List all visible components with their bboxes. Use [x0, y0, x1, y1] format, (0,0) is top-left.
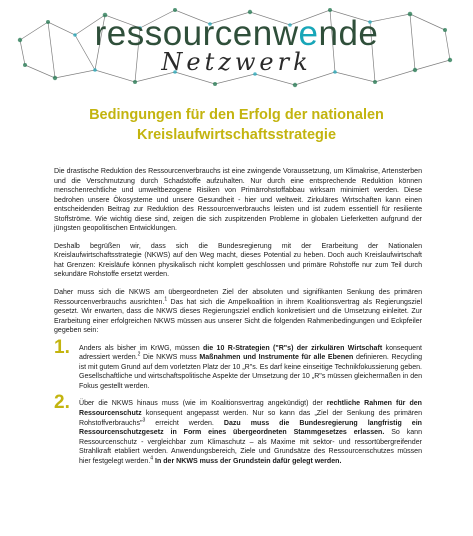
list-number: 1. [54, 336, 70, 358]
header-logo [0, 0, 473, 92]
document-title [40, 105, 433, 145]
logo-wordmark: ressourcenwende [94, 14, 379, 53]
footnote-ref: 1 [164, 296, 168, 303]
list-number: 2. [54, 392, 70, 414]
list-item-2: 2. Über die NKWS hinaus muss (wie im Koalitionsvertrag angekündigt) der rechtliche Rahmen für den Ressourcenschutz konsequent angepasst werden. Nur so kann das „Ziel der Senkung des primären Rohstoffverbrauchs"$^3$ erreicht werden. Dazu muss die Bundesregierung langfristig ein Ressourcenschutzgesetz in Form eines übergeordneten Stammgesetzes erlassen. So kann Ressourcenschutz - vergleichbar zum Klimaschutz – als Maxime mit sektor- und ressortübergreifender Strahlkraft etabliert werden. Anwendungsbereich, Ziele und Grundsätze des Ressourcenschutzes müssen hier festgelegt werden.$^4$ In der NKWS muss der Grundstein dafür gelegt werden. [54, 392, 422, 465]
title-line-2: Kreislaufwirtschaftsstrategie [136, 127, 337, 143]
paragraph-3: Daher muss sich die NKWS am übergeordneten Ziel der absoluten und signifikanten Senkung des primären Ressourcenverbrauchs ausrichten.$^1$ Das hat sich die Ampelkoalition in ihrem Koalitionsvertrag als Regierungsziel gesetzt. Wir erwarten, dass die NKWS dieses Regierungsziel endlich konkretisiert und die Umsetzung einleitet. Zur Erarbeitung einer erfolgreichen NKWS müssen aus unserer Sicht die folgenden Rahmenbedingungen und Eckpfeiler gegeben sein: [54, 289, 423, 335]
paragraph-2: Deshalb begrüßen wir, dass sich die Bundesregierung mit der Erarbeitung der Nationalen Kreislaufwirtschaftsstrategie (NKWS) auf den Weg macht, dieses Potential zu heben. Doch auch Kreislaufwirtschaft hat Grenzen: Kreisläufe können physikalisch nicht komplett geschlossen und primäre Rohstoffe nur zum Teil durch sekundäre Rohstoffe ersetzt werden. [54, 242, 422, 279]
document-body [54, 167, 422, 474]
list-item-1: 1. Anders als bisher im KrWG, müssen die 10 R-Strategien ("R"s) der zirkulären Wirtschaft konsequent adressiert werden.$^2$ Die NKWS muss Maßnahmen und Instrumente für alle Ebenen definieren. Recycling ist mit gutem Grund auf dem vorletzten Platz der 10 „R"s. Es darf keine einseitige Technikfokussierung geben. Gesellschaftliche und wirtschaftspolitische Aspekte der Umsetzung der 10 „R"s müssen gleichermaßen in den Fokus gestellt werden. [54, 336, 423, 390]
title-line-1: Bedingungen für den Erfolg der nationalen [89, 107, 384, 123]
footnote-ref: 3 [142, 417, 146, 424]
footnote-ref: 4 [150, 455, 154, 462]
logo-subtitle: Netzwerk [161, 48, 312, 76]
footnote-ref: 2 [137, 351, 141, 358]
paragraph-1: Die drastische Reduktion des Ressourcenverbrauchs ist eine zwingende Voraussetzung, um Klimakrise, Artensterben und die Verschmutzung durch Schadstoffe aufzuhalten. Nur durch eine entsprechende Reduktion können menschenrechtliche und umweltbezogene Risiken von Primärrohstoffabbau wirksam minimiert werden. Diese bedrohen unsere Ökosysteme und unsere Gesundheit - hier und weltweit. Zirkuläres Wirtschaften kann einen entscheidenden Beitrag zur Reduktion des Ressourcenverbrauchs leisten und ist zudem essentiell für resiliente Stoffströme. Wie wichtig diese sind, zeigen die sich zuspitzenden Probleme in globalen Lieferketten aufgrund der jüngsten geopolitischen Entwicklungen. [54, 168, 422, 233]
